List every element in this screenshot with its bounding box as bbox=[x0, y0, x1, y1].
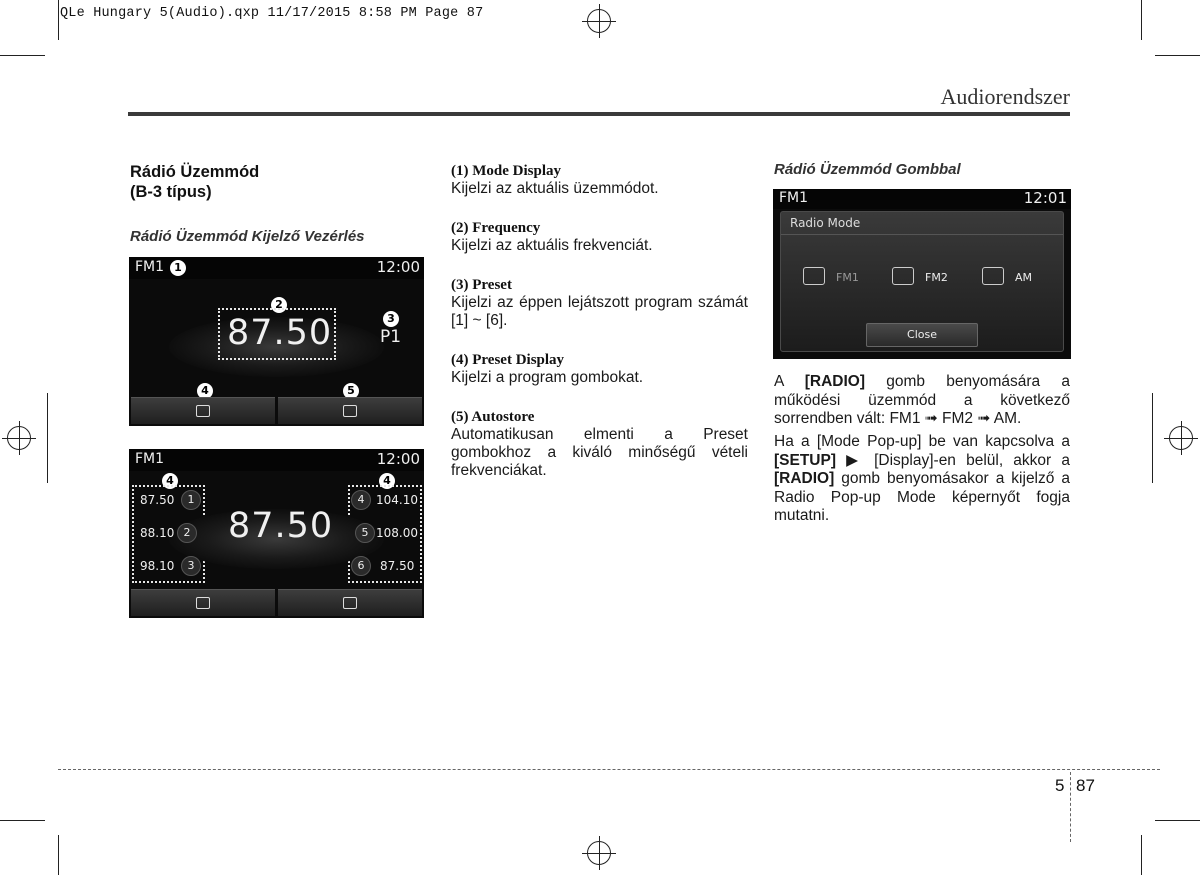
frequency-display: 87.50 bbox=[227, 313, 333, 353]
chapter-number: 5 bbox=[1055, 776, 1065, 795]
preset-freq[interactable]: 87.50 bbox=[140, 493, 175, 507]
definition-term: (2) Frequency bbox=[451, 220, 541, 236]
definition-term: (5) Autostore bbox=[451, 409, 535, 425]
radio-list-icon bbox=[196, 405, 210, 417]
paragraph-popup-mode: Ha a [Mode Pop-up] be van kapcsolva a [SETUP] ▶ [Display]-en belül, akkor a [RADIO] gomb benyomásakor a kijelző a Radio Pop-up Mode képernyőt fogja mutatni. bbox=[774, 433, 1070, 524]
divider bbox=[781, 234, 1063, 235]
popup-panel bbox=[780, 211, 1064, 352]
crop-mark bbox=[0, 820, 45, 821]
preset-button-4[interactable]: 4 bbox=[351, 490, 371, 510]
crop-mark bbox=[47, 393, 48, 483]
radio-screen-basic bbox=[129, 257, 424, 426]
definitions-list bbox=[451, 163, 748, 480]
option-am[interactable]: AM bbox=[1015, 271, 1033, 284]
crop-mark bbox=[1141, 0, 1142, 40]
preset-freq[interactable]: 108.00 bbox=[376, 526, 418, 540]
definition-desc: Automatikusan elmenti a Preset gombokhoz a kiváló minőségű vételi frekvenciákat. bbox=[451, 426, 748, 479]
definition-item bbox=[451, 352, 748, 387]
crop-mark bbox=[58, 835, 59, 875]
subheading-display-control: Rádió Üzemmód Kijelző Vezérlés bbox=[130, 228, 365, 245]
callout-2: 2 bbox=[271, 297, 287, 313]
crop-mark bbox=[1155, 820, 1200, 821]
paragraph-radio-button: A [RADIO] gomb benyomására a működési üzemmód a következő sorrendben vált: FM1 ➟ FM2 ➟ AM. bbox=[774, 373, 1070, 427]
definition-term: (4) Preset Display bbox=[451, 352, 565, 368]
clock: 12:01 bbox=[1023, 189, 1067, 207]
definition-item bbox=[451, 220, 748, 255]
preset-freq[interactable]: 87.50 bbox=[380, 559, 415, 573]
preset-indicator: P1 bbox=[380, 327, 402, 347]
page-number: 87 bbox=[1076, 776, 1095, 795]
option-fm1[interactable]: FM1 bbox=[836, 271, 859, 284]
preset-button-2[interactable]: 2 bbox=[177, 523, 197, 543]
definition-desc: Kijelzi az aktuális üzemmódot. bbox=[451, 180, 659, 197]
definition-desc: Kijelzi a program gombokat. bbox=[451, 369, 644, 386]
footer-divider bbox=[1070, 772, 1071, 842]
radio-popup-screen bbox=[773, 189, 1071, 359]
title-rule bbox=[128, 112, 1070, 116]
mode-label: FM1 bbox=[135, 451, 165, 467]
preset-list-button[interactable] bbox=[131, 589, 275, 616]
callout-4: 4 bbox=[379, 473, 395, 489]
footer-rule bbox=[58, 769, 1160, 770]
definition-item bbox=[451, 163, 748, 198]
fm2-radio-icon[interactable] bbox=[892, 267, 914, 285]
autostore-icon bbox=[343, 405, 357, 417]
fm1-radio-icon[interactable] bbox=[803, 267, 825, 285]
callout-4: 4 bbox=[197, 383, 213, 399]
registration-mark-icon bbox=[1164, 421, 1198, 455]
mode-label: FM1 bbox=[779, 190, 809, 206]
callout-4: 4 bbox=[162, 473, 178, 489]
autostore-icon bbox=[343, 597, 357, 609]
preset-button-5[interactable]: 5 bbox=[355, 523, 375, 543]
definition-desc: Kijelzi az aktuális frekvenciát. bbox=[451, 237, 653, 254]
preset-freq[interactable]: 98.10 bbox=[140, 559, 175, 573]
preset-freq[interactable]: 104.10 bbox=[376, 493, 418, 507]
mode-label: FM1 bbox=[135, 259, 165, 275]
crop-mark bbox=[1141, 835, 1142, 875]
option-fm2[interactable]: FM2 bbox=[925, 271, 948, 284]
callout-3: 3 bbox=[383, 311, 399, 327]
print-slug: QLe Hungary 5(Audio).qxp 11/17/2015 8:58 PM Page 87 bbox=[60, 6, 484, 21]
crop-mark bbox=[1152, 393, 1153, 483]
radio-list-icon bbox=[196, 597, 210, 609]
preset-list-button[interactable] bbox=[131, 397, 275, 424]
popup-title: Radio Mode bbox=[790, 216, 861, 230]
radio-screen-presets bbox=[129, 449, 424, 618]
crop-mark bbox=[58, 0, 59, 40]
registration-mark-icon bbox=[582, 836, 616, 870]
heading-radio-mode: Rádió Üzemmód (B-3 típus) bbox=[130, 163, 260, 201]
autostore-button[interactable] bbox=[278, 589, 422, 616]
clock: 12:00 bbox=[376, 258, 420, 276]
registration-mark-icon bbox=[2, 421, 36, 455]
preset-button-1[interactable]: 1 bbox=[181, 490, 201, 510]
preset-button-6[interactable]: 6 bbox=[351, 556, 371, 576]
definition-desc: Kijelzi az éppen lejátszott program számát [1] ~ [6]. bbox=[451, 294, 748, 329]
clock: 12:00 bbox=[376, 450, 420, 468]
registration-mark-icon bbox=[582, 4, 616, 38]
callout-5: 5 bbox=[343, 383, 359, 399]
callout-1: 1 bbox=[170, 260, 186, 276]
definition-term: (1) Mode Display bbox=[451, 163, 561, 179]
definition-item bbox=[451, 277, 748, 330]
preset-button-3[interactable]: 3 bbox=[181, 556, 201, 576]
definition-term: (3) Preset bbox=[451, 277, 512, 293]
preset-freq[interactable]: 88.10 bbox=[140, 526, 175, 540]
autostore-button[interactable] bbox=[278, 397, 422, 424]
am-radio-icon[interactable] bbox=[982, 267, 1004, 285]
crop-mark bbox=[0, 55, 45, 56]
crop-mark bbox=[1155, 55, 1200, 56]
section-title: Audiorendszer bbox=[940, 84, 1070, 109]
close-button[interactable] bbox=[866, 323, 978, 347]
frequency-display: 87.50 bbox=[228, 506, 334, 546]
definition-item bbox=[451, 409, 748, 480]
subheading-button-mode: Rádió Üzemmód Gombbal bbox=[774, 161, 961, 178]
close-label: Close bbox=[907, 328, 937, 341]
